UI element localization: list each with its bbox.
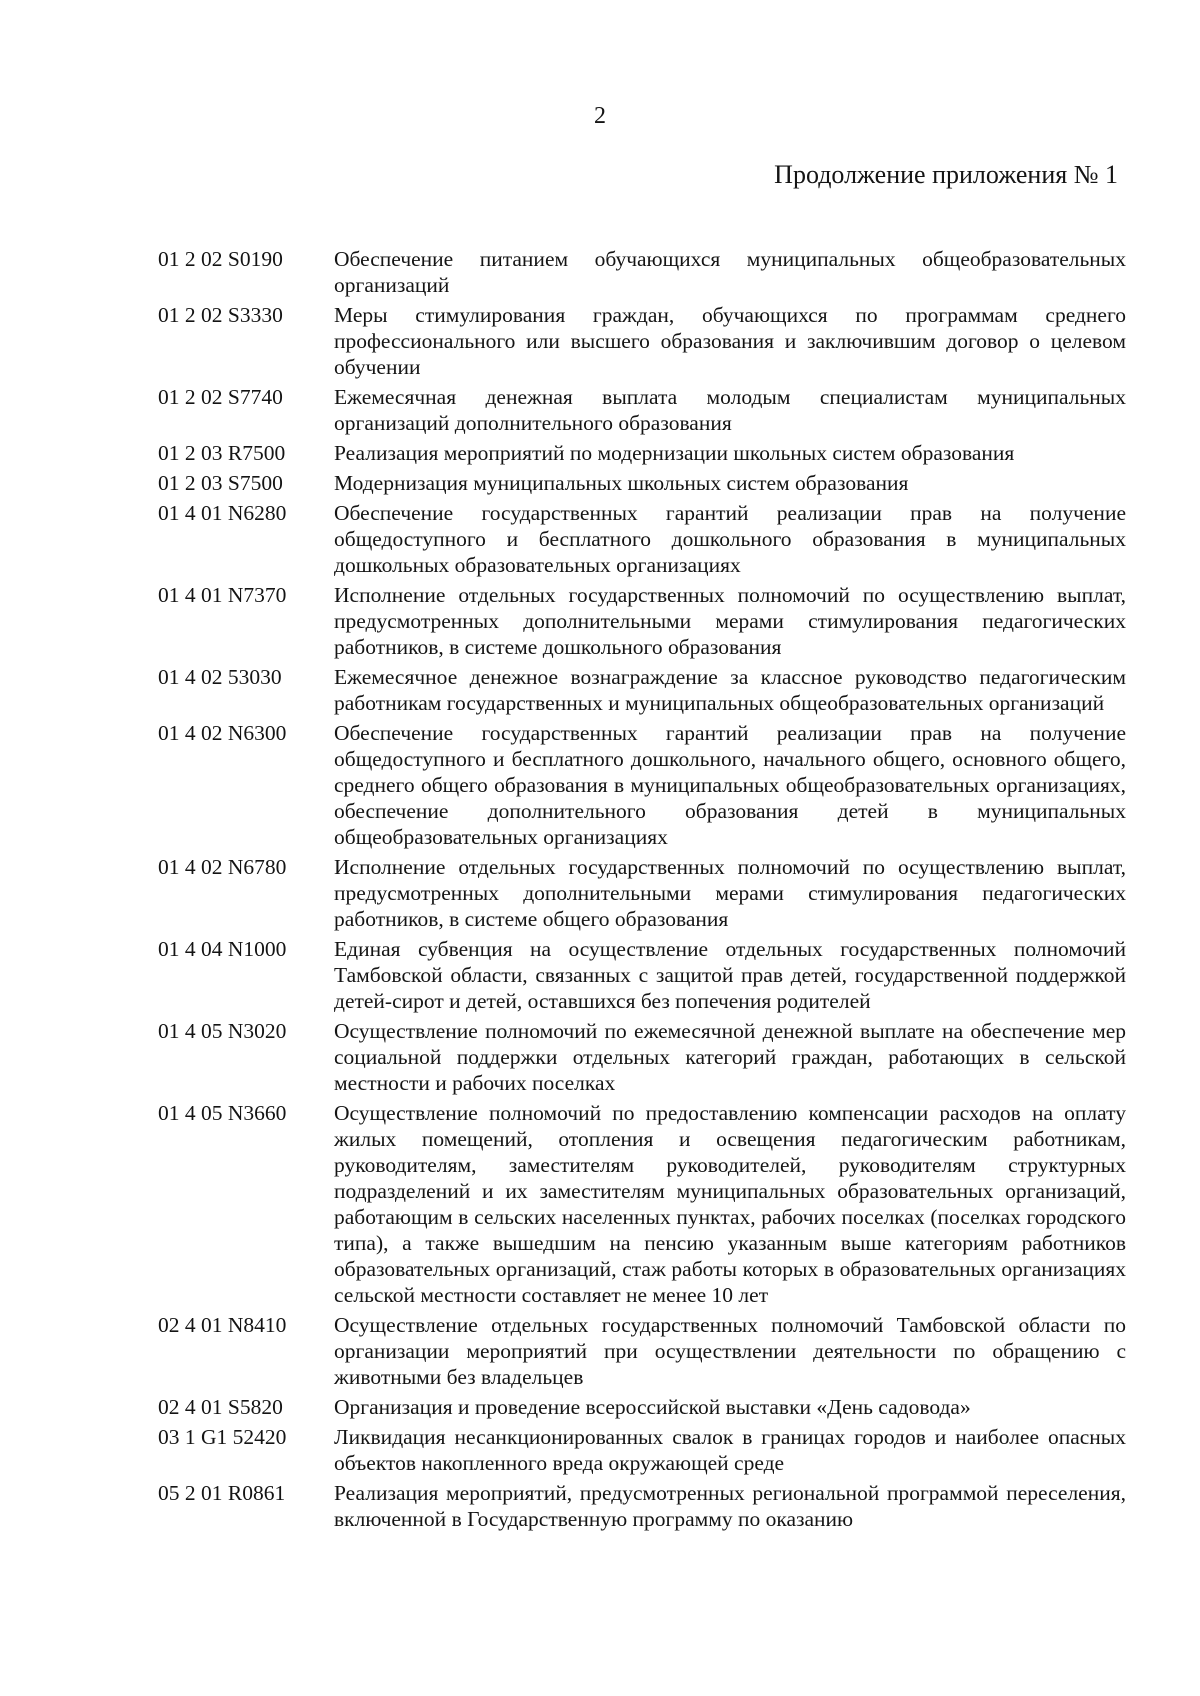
list-item xyxy=(158,1424,1126,1476)
list-item xyxy=(158,1100,1126,1308)
budget-code: 01 4 01 N7370 xyxy=(158,583,287,607)
list-item xyxy=(158,246,1126,298)
list-item xyxy=(158,1312,1126,1390)
budget-code-description: Ежемесячная денежная выплата молодым специалистам муниципальных организаций дополнительного образования xyxy=(334,385,1126,435)
budget-code: 01 2 02 S7740 xyxy=(158,385,283,409)
budget-code-description: Организация и проведение всероссийской выставки «День садовода» xyxy=(334,1395,971,1419)
list-item xyxy=(158,384,1126,436)
budget-code-description: Осуществление отдельных государственных полномочий Тамбовской области по организации мероприятий при осуществлении деятельности по обращению с животными без владельцев xyxy=(334,1313,1126,1389)
list-item xyxy=(158,470,1126,496)
budget-code-description: Исполнение отдельных государственных полномочий по осуществлению выплат, предусмотренных дополнительными мерами стимулирования педагогических работников, в системе дошкольного образования xyxy=(334,583,1126,659)
list-item xyxy=(158,500,1126,578)
budget-code-description: Реализация мероприятий по модернизации школьных систем образования xyxy=(334,441,1015,465)
budget-code-description: Ликвидация несанкционированных свалок в границах городов и наиболее опасных объектов накопленного вреда окружающей среде xyxy=(334,1425,1126,1475)
budget-code-description: Модернизация муниципальных школьных систем образования xyxy=(334,471,909,495)
budget-code: 02 4 01 N8410 xyxy=(158,1313,287,1337)
list-item xyxy=(158,582,1126,660)
budget-code: 01 4 02 53030 xyxy=(158,665,282,689)
list-item xyxy=(158,440,1126,466)
budget-code: 01 2 03 S7500 xyxy=(158,471,283,495)
budget-code-description: Реализация мероприятий, предусмотренных региональной программой переселения, включенной в Государственную программу по оказанию xyxy=(334,1481,1126,1531)
budget-code: 01 2 03 R7500 xyxy=(158,441,286,465)
budget-code-description: Исполнение отдельных государственных полномочий по осуществлению выплат, предусмотренных дополнительными мерами стимулирования педагогических работников, в системе общего образования xyxy=(334,855,1126,931)
page-number: 2 xyxy=(594,103,606,129)
list-item xyxy=(158,664,1126,716)
budget-code-description: Единая субвенция на осуществление отдельных государственных полномочий Тамбовской области, связанных с защитой прав детей, государственной поддержкой детей-сирот и детей, оставшихся без попечения родителей xyxy=(334,937,1126,1013)
budget-code: 05 2 01 R0861 xyxy=(158,1481,286,1505)
budget-code-description: Осуществление полномочий по ежемесячной денежной выплате на обеспечение мер социальной поддержки отдельных категорий граждан, работающих в сельской местности и рабочих поселках xyxy=(334,1019,1126,1095)
list-item xyxy=(158,854,1126,932)
list-item xyxy=(158,1018,1126,1096)
budget-code: 01 4 02 N6780 xyxy=(158,855,287,879)
budget-code: 01 4 01 N6280 xyxy=(158,501,287,525)
list-item xyxy=(158,302,1126,380)
budget-codes-list xyxy=(158,246,1126,1536)
appendix-title: Продолжение приложения № 1 xyxy=(774,160,1118,189)
list-item xyxy=(158,936,1126,1014)
budget-code-description: Обеспечение питанием обучающихся муниципальных общеобразовательных организаций xyxy=(334,247,1126,297)
list-item xyxy=(158,1480,1126,1532)
budget-code: 01 4 05 N3660 xyxy=(158,1101,287,1125)
budget-code: 01 2 02 S0190 xyxy=(158,247,283,271)
budget-code: 01 4 05 N3020 xyxy=(158,1019,287,1043)
budget-code-description: Обеспечение государственных гарантий реализации прав на получение общедоступного и бесплатного дошкольного, начального общего, основного общего, среднего общего образования в муниципальных общеобразовательных организациях, обеспечение дополнительного образования детей в муниципальных общеобразовательных организациях xyxy=(334,721,1126,849)
list-item xyxy=(158,720,1126,850)
budget-code-description: Обеспечение государственных гарантий реализации прав на получение общедоступного и бесплатного дошкольного образования в муниципальных дошкольных образовательных организациях xyxy=(334,501,1126,577)
budget-code-description: Ежемесячное денежное вознаграждение за классное руководство педагогическим работникам государственных и муниципальных общеобразовательных организаций xyxy=(334,665,1126,715)
budget-code-description: Осуществление полномочий по предоставлению компенсации расходов на оплату жилых помещений, отопления и освещения педагогическим работникам, руководителям, заместителям руководителей, руководителям структурных подразделений и их заместителям муниципальных образовательных организаций, работающим в сельских населенных пунктах, рабочих поселках (поселках городского типа), а также вышедшим на пенсию указанным выше категориям работников образовательных организаций, стаж работы которых в образовательных организациях сельской местности составляет не менее 10 лет xyxy=(334,1101,1126,1307)
budget-code-description: Меры стимулирования граждан, обучающихся по программам среднего профессионального или высшего образования и заключившим договор о целевом обучении xyxy=(334,303,1126,379)
budget-code: 01 4 02 N6300 xyxy=(158,721,287,745)
budget-code: 01 4 04 N1000 xyxy=(158,937,287,961)
list-item xyxy=(158,1394,1126,1420)
budget-code: 01 2 02 S3330 xyxy=(158,303,283,327)
budget-code: 02 4 01 S5820 xyxy=(158,1395,283,1419)
budget-code: 03 1 G1 52420 xyxy=(158,1425,287,1449)
